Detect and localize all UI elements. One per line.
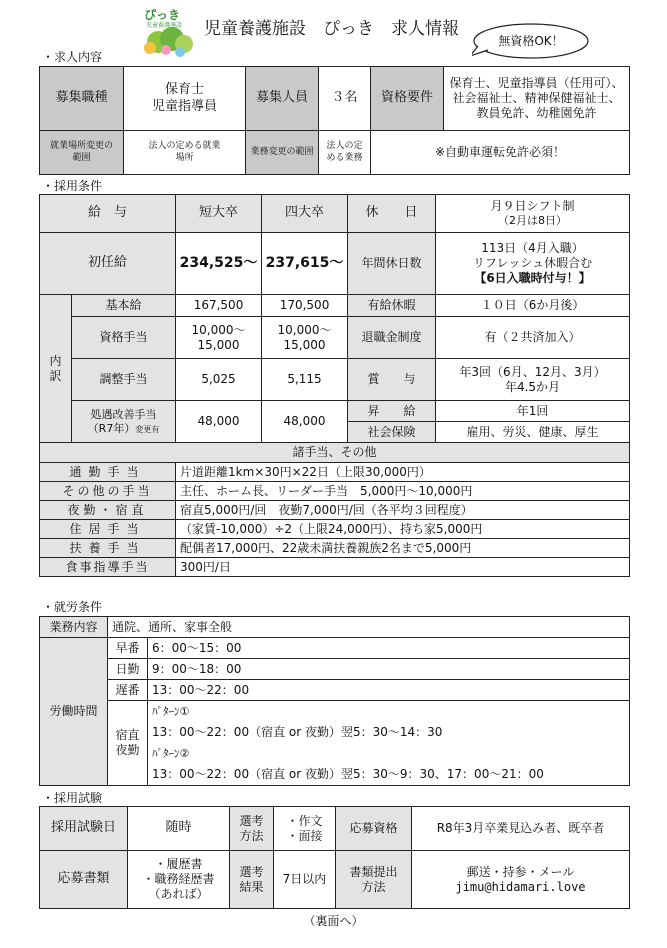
license-note: ※自動車運転免許必須！ bbox=[371, 131, 630, 175]
duty-value: 通院、通所、家事全般 bbox=[108, 617, 630, 638]
treatment-allowance-junior: 48,000 bbox=[176, 401, 262, 443]
late-shift-value: 13：00～22：00 bbox=[148, 680, 630, 701]
day-shift-value: 9：00～18：00 bbox=[148, 659, 630, 680]
selection-result-value: 7日以内 bbox=[274, 851, 336, 909]
day-shift-label: 日勤 bbox=[108, 659, 148, 680]
dependent-label: 扶養手当 bbox=[40, 539, 176, 558]
salary-table bbox=[39, 194, 630, 577]
job-type-label: 募集職種 bbox=[40, 67, 124, 131]
social-insurance-value: 雇用、労災、健康、厚生 bbox=[436, 422, 630, 443]
duty-label: 業務内容 bbox=[40, 617, 108, 638]
starting-salary-university: 237,615～ bbox=[262, 233, 348, 295]
bonus-value: 年3回（6月、12月、3月） 年4.5か月 bbox=[436, 359, 630, 401]
retirement-value: 有（２共済加入） bbox=[436, 317, 630, 359]
qualification-allowance-university: 10,000～ 15,000 bbox=[262, 317, 348, 359]
documents-value: ・履歴書 ・職務経歴書 （あれば） bbox=[128, 851, 230, 909]
job-type-value: 保育士 児童指導員 bbox=[124, 67, 246, 131]
housing-label: 住居手当 bbox=[40, 520, 176, 539]
commute-label: 通勤手当 bbox=[40, 463, 176, 482]
raise-value: 年1回 bbox=[436, 401, 630, 422]
adjustment-allowance-university: 5,115 bbox=[262, 359, 348, 401]
base-salary-junior: 167,500 bbox=[176, 295, 262, 317]
bubble-text: 無資格OK！ bbox=[498, 34, 564, 48]
apply-qualification-value: R8年3月卒業見込み者、既卒者 bbox=[412, 807, 630, 851]
logo-text: ぴっき bbox=[144, 8, 181, 22]
continue-footer: （裏面へ） bbox=[303, 914, 364, 928]
late-shift-label: 遅番 bbox=[108, 680, 148, 701]
work-change-value: 法人の定 める業務 bbox=[319, 131, 371, 175]
apply-qualification-label: 応募資格 bbox=[336, 807, 412, 851]
meal-value: 300円/日 bbox=[176, 558, 630, 577]
starting-salary-junior: 234,525～ bbox=[176, 233, 262, 295]
dependent-value: 配偶者17,000円、22歳未満扶養親族2名まで5,000円 bbox=[176, 539, 630, 558]
base-salary-university: 170,500 bbox=[262, 295, 348, 317]
submit-method-label: 書類提出 方法 bbox=[336, 851, 412, 909]
selection-result-label: 選考 結果 bbox=[230, 851, 274, 909]
early-shift-value: 6：00～15：00 bbox=[148, 638, 630, 659]
retirement-label: 退職金制度 bbox=[348, 317, 436, 359]
breakdown-label: 内 訳 bbox=[40, 295, 72, 443]
annual-holiday-value: 113日（4月入職） リフレッシュ休暇合む 【6日入職時付与！】 bbox=[436, 233, 630, 295]
place-change-value: 法人の定める就業 場所 bbox=[124, 131, 246, 175]
early-shift-label: 早番 bbox=[108, 638, 148, 659]
treatment-allowance-label: 処遇改善手当 （R7年）変更有 bbox=[72, 401, 176, 443]
night-shift-label: 宿直 夜勤 bbox=[108, 701, 148, 786]
documents-label: 応募書類 bbox=[40, 851, 128, 909]
social-insurance-label: 社会保険 bbox=[348, 422, 436, 443]
starting-salary-label: 初任給 bbox=[40, 233, 176, 295]
qualification-label: 資格要件 bbox=[371, 67, 444, 131]
paid-leave-value: １０日（6か月後） bbox=[436, 295, 630, 317]
allowance-header: 諸手当、その他 bbox=[40, 443, 630, 463]
selection-method-value: ・作文 ・面接 bbox=[274, 807, 336, 851]
salary-label: 給 与 bbox=[40, 195, 176, 233]
bonus-label: 賞 与 bbox=[348, 359, 436, 401]
other-allowance-label: その他の手当 bbox=[40, 482, 176, 501]
place-change-label: 就業場所変更の 範囲 bbox=[40, 131, 124, 175]
holiday-value: 月９日シフト制 （2月は8日） bbox=[436, 195, 630, 233]
count-value: ３名 bbox=[319, 67, 371, 131]
qualification-allowance-junior: 10,000～ 15,000 bbox=[176, 317, 262, 359]
treatment-allowance-university: 48,000 bbox=[262, 401, 348, 443]
holiday-label: 休 日 bbox=[348, 195, 436, 233]
commute-value: 片道距離1km×30円×22日（上限30,000円） bbox=[176, 463, 630, 482]
section-conditions-title: ・採用条件 bbox=[42, 179, 103, 193]
qualification-allowance-label: 資格手当 bbox=[72, 317, 176, 359]
night-duty-label: 夜勤・宿直 bbox=[40, 501, 176, 520]
annual-holiday-label: 年間休日数 bbox=[348, 233, 436, 295]
count-label: 募集人員 bbox=[246, 67, 319, 131]
exam-date-value: 随時 bbox=[128, 807, 230, 851]
selection-method-label: 選考 方法 bbox=[230, 807, 274, 851]
work-change-label: 業務変更の範囲 bbox=[246, 131, 319, 175]
logo-subtext: 児童養護施設 bbox=[146, 22, 183, 29]
university-label: 四大卒 bbox=[262, 195, 348, 233]
junior-college-label: 短大卒 bbox=[176, 195, 262, 233]
meal-label: 食事指導手当 bbox=[40, 558, 176, 577]
section-recruit-title: ・求人内容 bbox=[42, 50, 103, 64]
night-duty-value: 宿直5,000円/回 夜勤7,000円/回（各平均３回程度） bbox=[176, 501, 630, 520]
exam-date-label: 採用試験日 bbox=[40, 807, 128, 851]
base-salary-label: 基本給 bbox=[72, 295, 176, 317]
night-shift-patterns: ﾊﾟﾀｰﾝ① 13：00～22：00（宿直 or 夜勤）翌5：30～14：30 ﾊﾟﾀｰﾝ② 13：00～22：00（宿直 or 夜勤）翌5：30～9：30、17：00～21：00 bbox=[148, 701, 630, 786]
raise-label: 昇 給 bbox=[348, 401, 436, 422]
work-table bbox=[39, 616, 630, 786]
paid-leave-label: 有給休暇 bbox=[348, 295, 436, 317]
qualification-value: 保育士、児童指導員（任用可）、 社会福祉士、精神保健福祉士、 教員免許、幼稚園免許 bbox=[444, 67, 630, 131]
other-allowance-value: 主任、ホーム長、リーダー手当 5,000円～10,000円 bbox=[176, 482, 630, 501]
adjustment-allowance-junior: 5,025 bbox=[176, 359, 262, 401]
section-exam-title: ・採用試験 bbox=[42, 791, 103, 805]
section-work-title: ・就労条件 bbox=[42, 600, 103, 614]
submit-method-value: 郵送・持参・メール jimu@hidamari.love bbox=[412, 851, 630, 909]
exam-table bbox=[39, 806, 630, 909]
recruit-table bbox=[39, 66, 630, 175]
adjustment-allowance-label: 調整手当 bbox=[72, 359, 176, 401]
page-title: 児童養護施設 ぴっき 求人情報 bbox=[204, 19, 459, 39]
hours-label: 労働時間 bbox=[40, 638, 108, 786]
housing-value: （家賃-10,000）÷2（上限24,000円）、持ち家5,000円 bbox=[176, 520, 630, 539]
email-address: jimu@hidamari.love bbox=[455, 879, 586, 894]
